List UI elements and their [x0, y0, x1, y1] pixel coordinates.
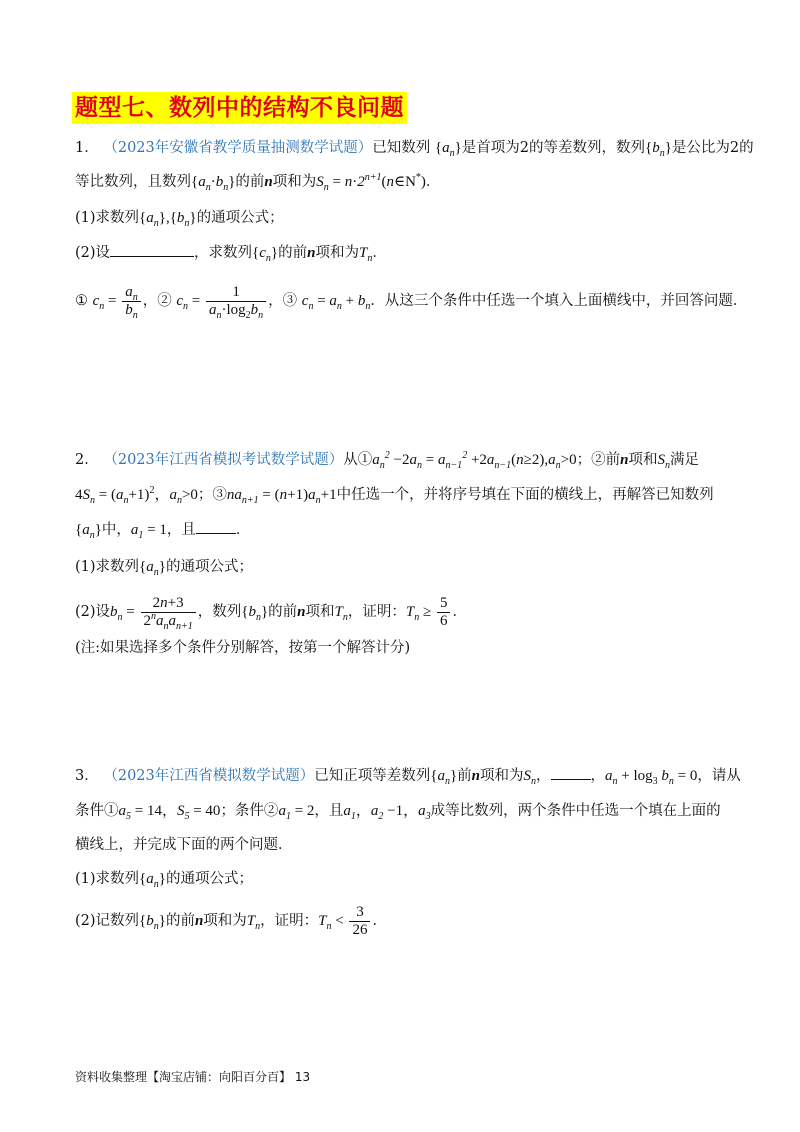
q2-condition-3: $na_{n+1} = (n+1)a_n+1$	[226, 487, 337, 506]
q3-line-3: 横线上，并完成下面的两个问题．	[75, 837, 293, 853]
q1-option-2: $c_n$ = $\frac{1}{a_n\cdot\log_2b_n}$	[176, 293, 268, 309]
q2-line-1: 2． （2023年江西省模拟考试数学试题）从$①a_n^2 -2a_n = a_{n-1}^2 +2a_{n-1}(n\ge 2),a_n>0$；②前n项和$S_n$满足	[75, 450, 699, 471]
q1-answer-blank[interactable]	[110, 242, 194, 257]
q1-option-1: $c_n$ = $\frac{a_n}{b_n}$	[93, 293, 143, 309]
q3-part-2: (2)记数列$\{b_n\}$的前n项和为$T_n$，证明：$T_n$ < $\frac{3}{26}$ ．	[75, 904, 387, 938]
q2-condition-1: $a_n^2 -2a_n = a_{n-1}^2 +2a_{n-1}(n\ge 2),a_n>0$	[372, 450, 577, 471]
q1-part-2: (2)设 ，求数列$\{c_n\}$的前n项和为$T_n$．	[75, 242, 387, 264]
q2-answer-blank[interactable]	[196, 519, 236, 534]
q1-number: 1．	[75, 140, 99, 156]
q2-line-3: $\{a_n\}$中，$a_1 = 1$，且 ．	[75, 519, 250, 541]
q2-part-2: (2)设$b_n$ = $\frac{2n+3}{2^na_na_{n+1}}$ ，数列$\{b_n\}$的前n项和$T_n$，证明：$T_n$ ≥ $\frac{5}{6}$ ．	[75, 595, 467, 632]
section-title: 题型七、数列中的结构不良问题	[72, 92, 407, 124]
q1-option-3: $c_n = a_n + b_n$	[301, 292, 371, 312]
q1-source: （2023年安徽省教学质量抽测数学试题）	[103, 140, 373, 156]
q3-condition-1: $a_5 = 14$，$S_5 = 40$	[118, 803, 221, 822]
q2-source: （2023年江西省模拟考试数学试题）	[103, 452, 344, 468]
q1-line-1: 1． （2023年安徽省教学质量抽测数学试题）已知数列 $\{a_n\}$是首项为2的等差数列，数列$\{b_n\}$是公比为2的	[75, 140, 754, 159]
q1-seq-b: $\{b_n\}$	[645, 140, 672, 159]
q3-line-2: 条件$①a_5 = 14$，$S_5 = 40$；条件$②a_1 = 2$，且$a_1$，$a_2 -1$，$a_3$成等比数列，两个条件中任选一个填在上面的	[75, 803, 721, 822]
q3-source: （2023年江西省模拟数学试题）	[103, 768, 315, 784]
q3-inequality: $T_n$ < $\frac{3}{26}$	[318, 913, 372, 929]
q1-sum-formula: $S_n$ = $n\cdot 2^{n+1}(n\in N^*)$	[316, 172, 426, 193]
q3-bn-relation: $a_n + \log_3 b_n = 0$	[605, 768, 698, 787]
q1-line-2: 等比数列，且数列$\{a_n\cdot b_n\}$的前n项和为$S_n$ = $n\cdot 2^{n+1}(n\in N^*)$．	[75, 172, 441, 193]
q2-note: (注:如果选择多个条件分别解答，按第一个解答计分)	[75, 640, 411, 656]
q1-part-1: (1)求数列$\{a_n\},\{b_n\}$的通项公式；	[75, 210, 284, 229]
q1-options: ① $c_n$ = $\frac{a_n}{b_n}$ ，② $c_n$ = $\frac{1}{a_n\cdot\log_2b_n}$ ，③ $c_n = a_n + b_n$．从这三个条件中任选一个填入上面横线中，并回答问题．	[75, 284, 748, 321]
page-footer: 资料收集整理【淘宝店铺：向阳百分百】 13	[75, 1070, 311, 1084]
q3-number: 3．	[75, 768, 99, 784]
q2-bn-formula: $b_n$ = $\frac{2n+3}{2^na_na_{n+1}}$	[110, 604, 198, 620]
q2-line-2: $4S_n = (a_n+1)^2$，$a_n>0$；$③na_{n+1} = (n+1)a_n+1$中任选一个，并将序号填在下面的横线上，再解答已知数列	[75, 485, 714, 506]
q2-part-1: (1)求数列$\{a_n\}$的通项公式；	[75, 559, 253, 578]
q3-condition-2: $a_1 = 2$	[278, 803, 315, 822]
q2-inequality: $T_n$ ≥ $\frac{5}{6}$	[406, 604, 453, 620]
q2-condition-2: $4S_n = (a_n+1)^2$，$a_n>0$	[75, 485, 198, 506]
q3-answer-blank[interactable]	[551, 765, 591, 780]
q3-line-1: 3． （2023年江西省模拟数学试题）已知正项等差数列$\{a_n\}$前n项和为$S_n$， ，$a_n + \log_3 b_n = 0$，请从	[75, 765, 741, 787]
q1-seq-a: $\{a_n\}$	[434, 140, 462, 159]
q2-number: 2．	[75, 452, 99, 468]
q3-part-1: (1)求数列$\{a_n\}$的通项公式；	[75, 871, 253, 890]
